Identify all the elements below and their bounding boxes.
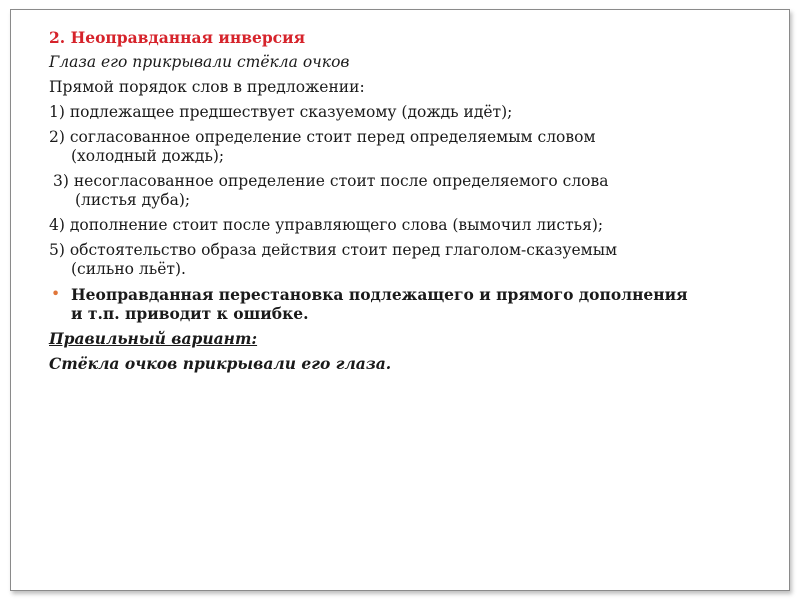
bullet-text-line-2: и т.п. приводит к ошибке. (71, 304, 309, 323)
bullet-icon: • (51, 285, 61, 303)
rule-2 (49, 128, 749, 166)
rule-5 (49, 241, 749, 279)
rule-2-example: (холодный дождь); (71, 147, 225, 165)
rule-3 (49, 172, 749, 210)
slide-title: 2. Неоправданная инверсия (49, 28, 306, 47)
rule-5-text: 5) обстоятельство образа действия стоит перед глаголом-сказуемым (49, 241, 618, 259)
rule-4 (49, 216, 749, 235)
rule-5-example: (сильно льёт). (71, 260, 186, 278)
correct-sentence: Стёкла очков прикрывали его глаза. (49, 354, 392, 373)
rule-4-text: 4) дополнение стоит после управляющего слова (вымочил листья); (49, 216, 604, 234)
intro-text: Прямой порядок слов в предложении: (49, 78, 365, 96)
example-sentence: Глаза его прикрывали стёкла очков (49, 53, 350, 71)
bullet-item (49, 285, 749, 323)
slide-content (49, 28, 749, 379)
rule-2-text: 2) согласованное определение стоит перед определяемым словом (49, 128, 596, 146)
bullet-text-line-1: Неоправданная перестановка подлежащего и прямого дополнения (71, 285, 688, 304)
rule-3-text: 3) несогласованное определение стоит после определяемого слова (53, 172, 609, 190)
rule-3-example: (листья дуба); (75, 191, 191, 209)
rule-1-text: 1) подлежащее предшествует сказуемому (дождь идёт); (49, 103, 513, 121)
correct-label: Правильный вариант: (49, 329, 258, 348)
rule-1 (49, 103, 749, 122)
